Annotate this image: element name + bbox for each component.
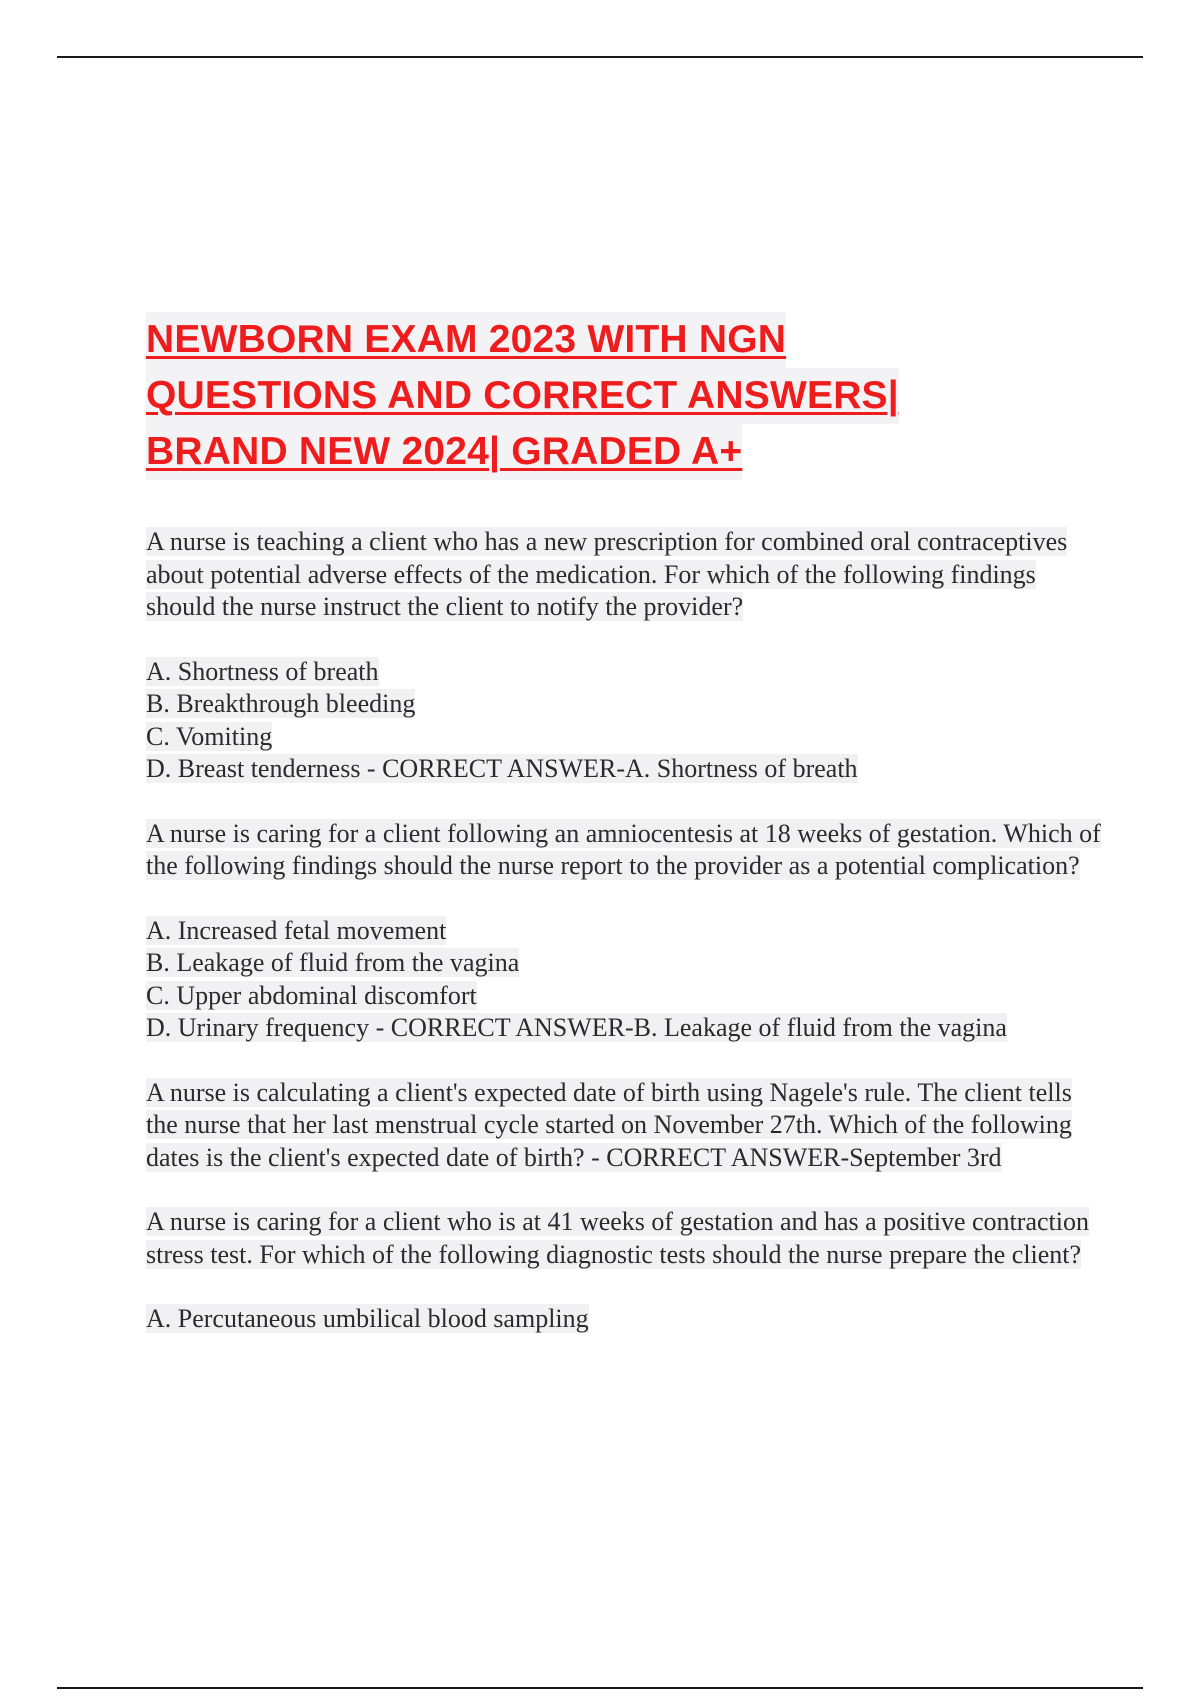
answer-option: B. Breakthrough bleeding: [146, 689, 416, 718]
question-stem-with-correct-answer: A nurse is calculating a client's expected date of birth using Nagele's rule. The client tells the nurse that her last menstrual cycle started on November 27th. Which of the following dates is the client's expected date of birth? - CORRECT ANSWER-September 3rd: [146, 1077, 1072, 1172]
question-stem: A nurse is caring for a client who is at 41 weeks of gestation and has a positive contraction stress test. For which of the following diagnostic tests should the nurse prepare the client?: [146, 1207, 1089, 1269]
answer-option: A. Increased fetal movement: [146, 915, 447, 945]
title-line: NEWBORN EXAM 2023 WITH NGN: [146, 312, 786, 368]
answer-options: [146, 915, 1106, 1045]
question-stem: A nurse is caring for a client following an amniocentesis at 18 weeks of gestation. Which of the following findings should the nurse report to the provider as a potential complication?: [146, 818, 1101, 880]
title-line: QUESTIONS AND CORRECT ANSWERS|: [146, 368, 899, 424]
document-title: [146, 312, 1106, 480]
document-body: [146, 312, 1106, 1368]
answer-options: [146, 1303, 1106, 1336]
answer-options: [146, 656, 1106, 786]
bottom-rule: [57, 1687, 1143, 1689]
answer-option-with-correct-answer: D. Breast tenderness - CORRECT ANSWER-A. Shortness of breath: [146, 754, 858, 783]
answer-option: C. Upper abdominal discomfort: [146, 980, 477, 1010]
answer-option: A. Shortness of breath: [146, 656, 379, 686]
answer-option: C. Vomiting: [146, 721, 273, 751]
title-line: BRAND NEW 2024| GRADED A+: [146, 424, 742, 480]
answer-option-with-correct-answer: D. Urinary frequency - CORRECT ANSWER-B. Leakage of fluid from the vagina: [146, 1013, 1007, 1042]
question-stem: A nurse is teaching a client who has a new prescription for combined oral contraceptives about potential adverse effects of the medication. For which of the following findings should the nurse instruct the client to notify the provider?: [146, 527, 1068, 621]
top-rule: [57, 56, 1143, 58]
answer-option: A. Percutaneous umbilical blood sampling: [146, 1304, 589, 1333]
answer-option: B. Leakage of fluid from the vagina: [146, 948, 520, 977]
